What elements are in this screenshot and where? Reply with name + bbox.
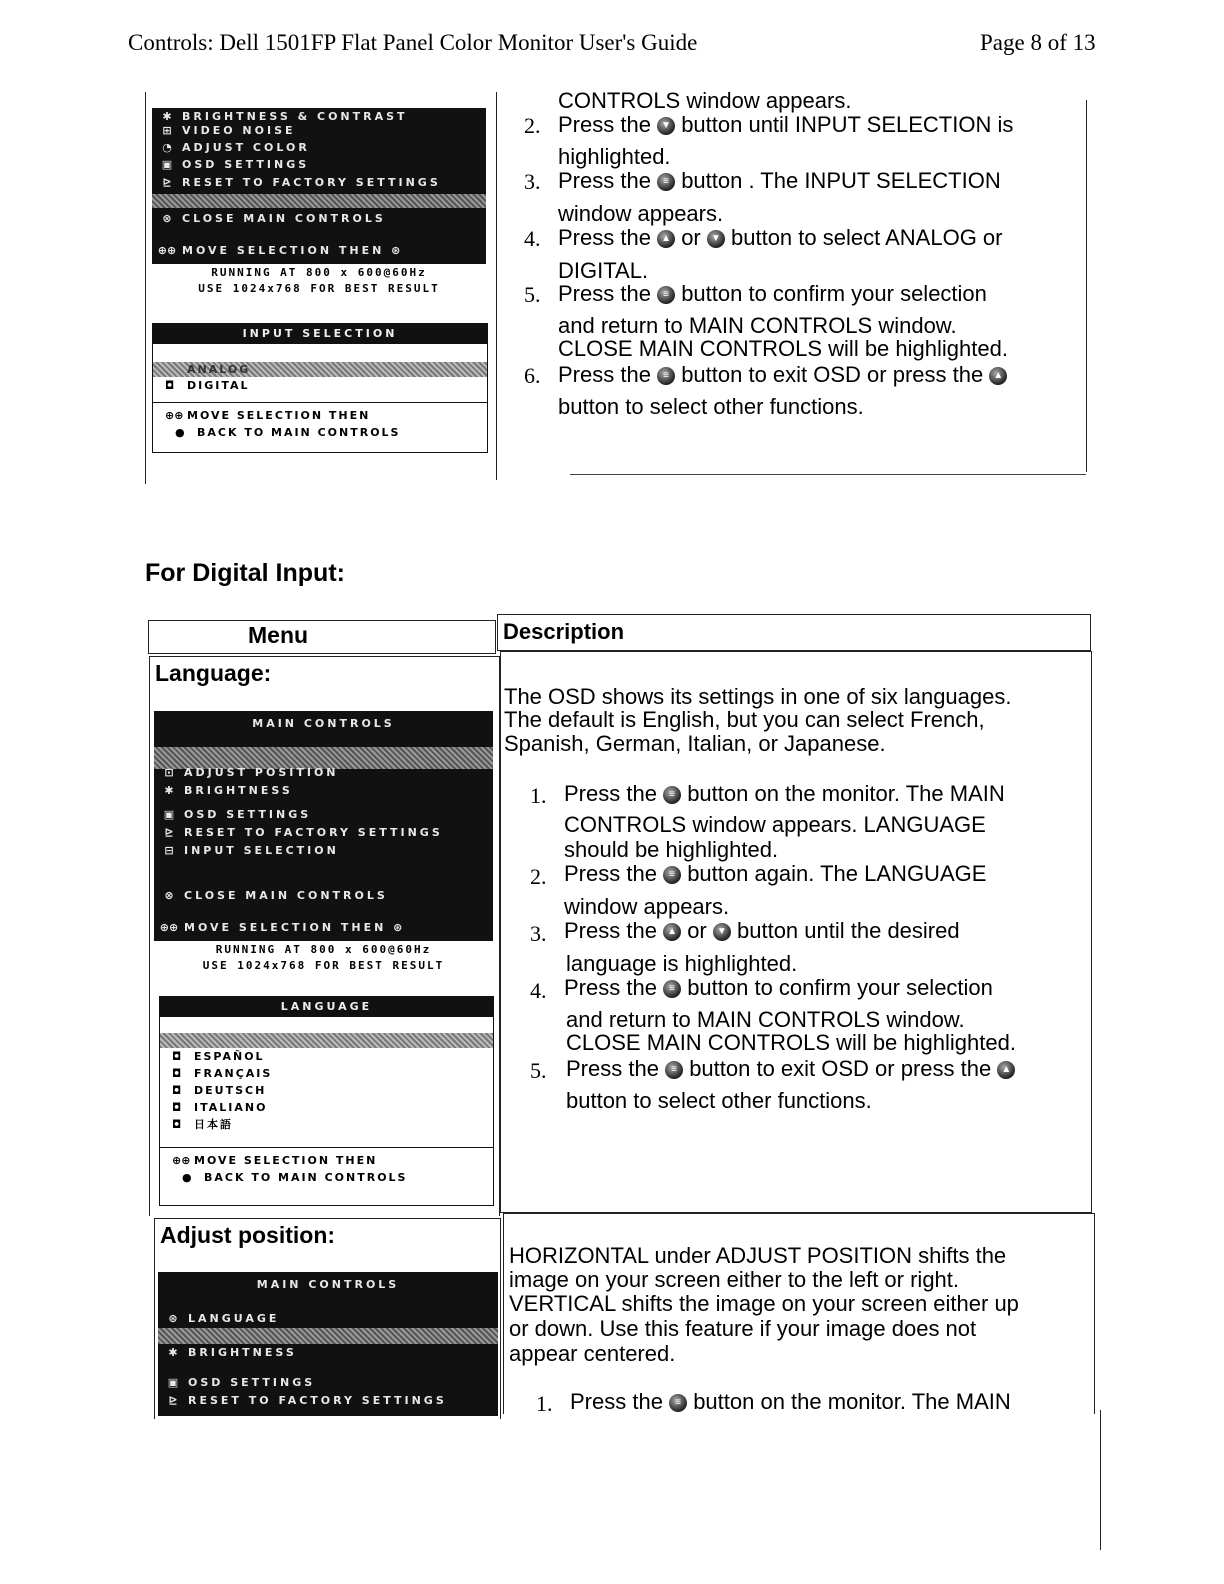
input-selection-panel: [152, 323, 488, 453]
highlight-row: [152, 194, 486, 208]
step-text: Press the ≡ button on the monitor. The MAIN: [564, 781, 1005, 806]
reset-icon: ⊵: [168, 1394, 178, 1407]
step-text: should be highlighted.: [564, 837, 779, 862]
menu-button-icon: ≡: [663, 980, 681, 998]
osd-close-label: CLOSE MAIN CONTROLS: [182, 212, 386, 225]
step-text: button to select other functions.: [566, 1088, 872, 1113]
osd-main-controls-screenshot: [158, 1272, 498, 1416]
step-text: Press the ≡ button to confirm your selection: [564, 975, 993, 1000]
language-panel: [159, 996, 494, 1206]
step-number: 1.: [530, 783, 547, 808]
description-text: image on your screen either to the left or right.: [509, 1267, 960, 1292]
reset-icon: ⊵: [164, 826, 174, 839]
step-text: Press the ≡ button . The INPUT SELECTION: [558, 168, 1001, 193]
description-text: or down. Use this feature if your image does not: [509, 1316, 977, 1341]
highlight-row: [158, 1328, 498, 1344]
osd-item-label: RESET TO FACTORY SETTINGS: [184, 826, 443, 839]
option-label: ITALIANO: [194, 1101, 268, 1114]
up-button-icon: ▲: [989, 367, 1007, 385]
table-border: [1086, 100, 1087, 472]
brightness-icon: ✱: [164, 784, 174, 797]
osd-main-controls-screenshot: [154, 711, 493, 941]
step-text: Press the ≡ button to confirm your selection: [558, 281, 987, 306]
step-text: Press the ▼ button until INPUT SELECTION is: [558, 112, 1014, 137]
up-button-icon: ▲: [663, 923, 681, 941]
option-icon: ◘: [172, 1050, 182, 1063]
arrows-icon: ⊕⊕: [165, 409, 184, 422]
position-icon: ⊡: [164, 766, 174, 779]
step-number: 5.: [524, 282, 541, 307]
row-label: Adjust position:: [160, 1222, 336, 1248]
osd-item-label: BRIGHTNESS & CONTRAST: [182, 110, 408, 123]
resolution-line: RUNNING AT 800 x 600@60Hz: [211, 266, 427, 279]
table-border: [1100, 1410, 1101, 1550]
option-label: DEUTSCH: [194, 1084, 267, 1097]
table-header-menu: [148, 620, 496, 654]
step-text: CLOSE MAIN CONTROLS will be highlighted.: [558, 336, 1008, 361]
page-number: Page 8 of 13: [980, 30, 1096, 55]
language-icon: ⊛: [168, 1312, 178, 1325]
resolution-line: RUNNING AT 800 x 600@60Hz: [215, 943, 432, 956]
video-noise-icon: ⊞: [162, 124, 172, 137]
osd-item-label: OSD SETTINGS: [182, 158, 310, 171]
osd-settings-icon: ▣: [167, 1376, 179, 1389]
arrows-icon: ⊕⊕: [157, 244, 177, 257]
step-number: 3.: [530, 921, 547, 946]
osd-title: MAIN CONTROLS: [252, 717, 395, 730]
osd-item-label: RESET TO FACTORY SETTINGS: [188, 1394, 447, 1407]
option-label: ESPAÑOL: [194, 1050, 265, 1063]
document-title: Controls: Dell 1501FP Flat Panel Color Monitor User's Guide: [128, 30, 698, 55]
osd-move-label: MOVE SELECTION THEN: [184, 921, 387, 934]
step-number: 3.: [524, 169, 541, 194]
up-button-icon: ▲: [997, 1061, 1015, 1079]
osd-title: MAIN CONTROLS: [256, 1278, 400, 1291]
table-border: [496, 92, 497, 480]
step-text: and return to MAIN CONTROLS window.: [566, 1007, 965, 1032]
osd-item-label: BRIGHTNESS: [184, 784, 293, 797]
selected-option: ANALOG: [153, 362, 487, 377]
description-text: The OSD shows its settings in one of six languages.: [504, 684, 1012, 709]
step-text: CONTROLS window appears.: [558, 88, 852, 113]
step-text: button to select other functions.: [558, 394, 864, 419]
step-text: CONTROLS window appears. LANGUAGE: [564, 812, 986, 837]
close-icon: ⊗: [164, 889, 174, 902]
brightness-icon: ✱: [162, 110, 172, 123]
column-header: Description: [503, 619, 625, 644]
menu-button-icon: ≡: [663, 786, 681, 804]
osd-item-label: RESET TO FACTORY SETTINGS: [182, 176, 441, 189]
resolution-hint: USE 1024x768 FOR BEST RESULT: [202, 959, 445, 972]
description-text: The default is English, but you can select French,: [504, 707, 985, 732]
step-number: 1.: [536, 1391, 553, 1416]
osd-close-label: CLOSE MAIN CONTROLS: [184, 889, 388, 902]
menu-button-icon: ≡: [665, 1061, 683, 1079]
panel-back-label: BACK TO MAIN CONTROLS: [197, 426, 401, 439]
description-text: appear centered.: [509, 1341, 676, 1366]
section-title: For Digital Input:: [145, 559, 345, 587]
select-icon: ⊛: [391, 244, 404, 257]
step-number: 6.: [524, 363, 541, 388]
description-text: Spanish, German, Italian, or Japanese.: [504, 731, 886, 756]
osd-item-label: OSD SETTINGS: [188, 1376, 316, 1389]
osd-item-label: OSD SETTINGS: [184, 808, 312, 821]
up-button-icon: ▲: [657, 230, 675, 248]
panel-title: LANGUAGE: [160, 997, 493, 1017]
step-text: highlighted.: [558, 144, 671, 169]
step-number: 4.: [530, 978, 547, 1003]
step-text: window appears.: [564, 894, 730, 919]
osd-item-label: LANGUAGE: [188, 1312, 280, 1325]
step-text: language is highlighted.: [566, 951, 798, 976]
step-text: Press the ▲ or ▼ button to select ANALOG or: [558, 225, 1003, 250]
input-icon: ⊟: [164, 844, 174, 857]
panel-move-label: MOVE SELECTION THEN: [187, 409, 371, 422]
option-icon: ◘: [172, 1084, 182, 1097]
menu-button-icon: ●: [182, 1171, 192, 1184]
option-icon: ◘: [172, 1067, 182, 1080]
arrows-icon: ⊕⊕: [172, 1154, 191, 1167]
down-button-icon: ▼: [707, 230, 725, 248]
step-text: and return to MAIN CONTROLS window.: [558, 313, 957, 338]
panel-move-label: MOVE SELECTION THEN: [194, 1154, 378, 1167]
step-text: Press the ▲ or ▼ button until the desired: [564, 918, 960, 943]
selected-option: [160, 1033, 493, 1048]
select-icon: ⊛: [393, 921, 406, 934]
option-label: DIGITAL: [187, 379, 250, 392]
option-icon: ◘: [172, 1101, 182, 1114]
osd-item-label: ADJUST POSITION: [184, 766, 339, 779]
option-icon: ◘: [172, 1118, 182, 1131]
menu-button-icon: ≡: [657, 286, 675, 304]
panel-back-label: BACK TO MAIN CONTROLS: [204, 1171, 408, 1184]
step-text: CLOSE MAIN CONTROLS will be highlighted.: [566, 1030, 1016, 1055]
close-icon: ⊗: [162, 212, 172, 225]
row-label: Language:: [155, 660, 272, 686]
step-number: 4.: [524, 226, 541, 251]
table-border: [570, 474, 1086, 475]
osd-move-label: MOVE SELECTION THEN: [182, 244, 385, 257]
menu-button-icon: ≡: [663, 866, 681, 884]
reset-icon: ⊵: [162, 176, 172, 189]
osd-main-controls-screenshot: [152, 108, 486, 264]
color-icon: ◔: [162, 141, 172, 154]
brightness-icon: ✱: [168, 1346, 178, 1359]
panel-title: INPUT SELECTION: [153, 324, 487, 344]
step-text: Press the ≡ button again. The LANGUAGE: [564, 861, 987, 886]
osd-settings-icon: ▣: [161, 158, 173, 171]
step-text: DIGITAL.: [558, 258, 649, 283]
description-text: VERTICAL shifts the image on your screen either up: [509, 1291, 1019, 1316]
osd-item-label: VIDEO NOISE: [182, 124, 296, 137]
column-header: Menu: [248, 622, 309, 648]
step-text: Press the ≡ button to exit OSD or press the ▲: [566, 1056, 1015, 1081]
option-icon: ◘: [165, 379, 175, 392]
down-button-icon: ▼: [657, 117, 675, 135]
menu-button-icon: ≡: [669, 1394, 687, 1412]
menu-button-icon: ●: [175, 426, 185, 439]
arrows-icon: ⊕⊕: [159, 921, 179, 934]
down-button-icon: ▼: [713, 923, 731, 941]
option-label: 日本語: [194, 1118, 233, 1131]
table-border: [145, 92, 146, 484]
step-number: 2.: [530, 864, 547, 889]
description-text: HORIZONTAL under ADJUST POSITION shifts the: [509, 1243, 1007, 1268]
osd-item-label: INPUT SELECTION: [184, 844, 339, 857]
option-label: FRANÇAIS: [194, 1067, 273, 1080]
step-text: window appears.: [558, 201, 724, 226]
osd-item-label: ADJUST COLOR: [182, 141, 310, 154]
step-text: Press the ≡ button on the monitor. The MAIN: [570, 1389, 1011, 1414]
resolution-hint: USE 1024x768 FOR BEST RESULT: [198, 282, 440, 295]
step-number: 5.: [530, 1058, 547, 1083]
menu-button-icon: ≡: [657, 173, 675, 191]
step-number: 2.: [524, 113, 541, 138]
osd-item-label: BRIGHTNESS: [188, 1346, 297, 1359]
step-text: Press the ≡ button to exit OSD or press the ▲: [558, 362, 1007, 387]
menu-button-icon: ≡: [657, 367, 675, 385]
osd-settings-icon: ▣: [163, 808, 175, 821]
